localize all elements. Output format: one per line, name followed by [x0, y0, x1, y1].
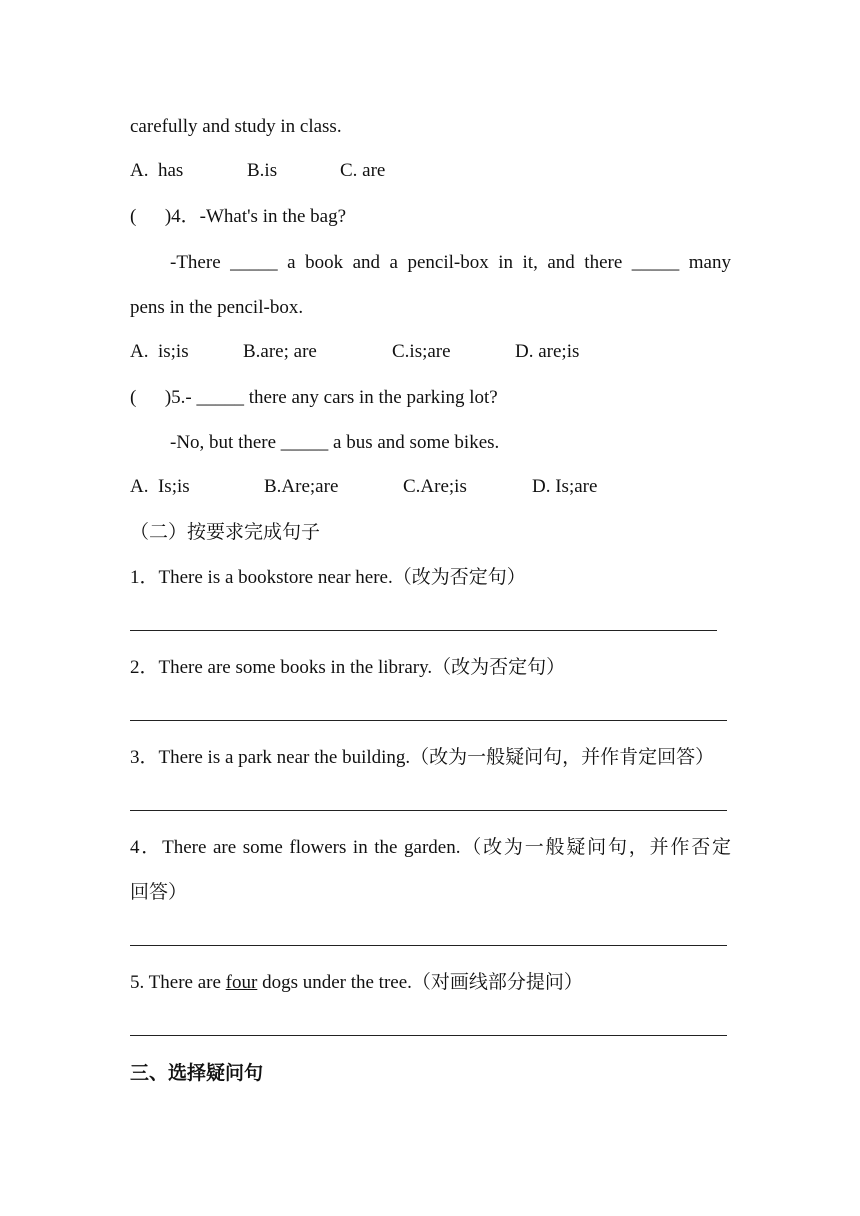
q4-option-a: A. is;is — [130, 341, 189, 362]
q3-continuation: carefully and study in class. — [130, 116, 342, 137]
sentence-task-5-prefix: 5. There are — [130, 972, 226, 993]
q4-dialogue-continuation: pens in the pencil-box. — [130, 297, 304, 318]
q5-stem: ( )5.- _____ there any cars in the parking lot? — [130, 387, 498, 408]
q4-option-d: D. are;is — [515, 341, 580, 362]
underlined-word: four — [225, 972, 258, 993]
answer-line-1[interactable] — [130, 630, 717, 631]
answer-line-3[interactable] — [130, 810, 727, 811]
q5-option-c: C.Are;is — [403, 476, 467, 497]
sentence-task-4-continuation: 回答） — [130, 882, 188, 903]
sentence-task-1: 1．There is a bookstore near here.（改为否定句） — [130, 567, 526, 588]
q3-option-a: A. has — [130, 160, 184, 181]
q4-option-b: B.are; are — [243, 341, 317, 362]
sentence-task-4: 4．There are some flowers in the garden.（改为一般疑问句，并作否定 — [130, 837, 731, 858]
sentence-task-5-suffix: dogs under the tree.（对画线部分提问） — [257, 972, 583, 993]
q4-option-c: C.is;are — [392, 341, 451, 362]
sentence-task-5 — [130, 971, 583, 995]
sentence-task-3: 3．There is a park near the building.（改为一般疑问句，并作肯定回答） — [130, 747, 715, 768]
answer-line-4[interactable] — [130, 945, 727, 946]
q5-option-d: D. Is;are — [532, 476, 598, 497]
q3-option-b: B.is — [247, 160, 278, 181]
answer-line-5[interactable] — [130, 1035, 727, 1036]
q5-option-a: A. Is;is — [130, 476, 190, 497]
q4-stem: ( )4．-What's in the bag? — [130, 206, 347, 227]
answer-line-2[interactable] — [130, 720, 727, 721]
q5-dialogue-line: -No, but there _____ a bus and some bikes. — [170, 432, 500, 453]
section-2-title: （二）按要求完成句子 — [130, 522, 321, 543]
q3-option-c: C. are — [340, 160, 386, 181]
section-3-title: 三、选择疑问句 — [130, 1062, 264, 1084]
q5-option-b: B.Are;are — [264, 476, 339, 497]
q4-dialogue-line: -There _____ a book and a pencil-box in it, and there _____ many — [170, 252, 731, 273]
sentence-task-2: 2．There are some books in the library.（改为否定句） — [130, 657, 566, 678]
